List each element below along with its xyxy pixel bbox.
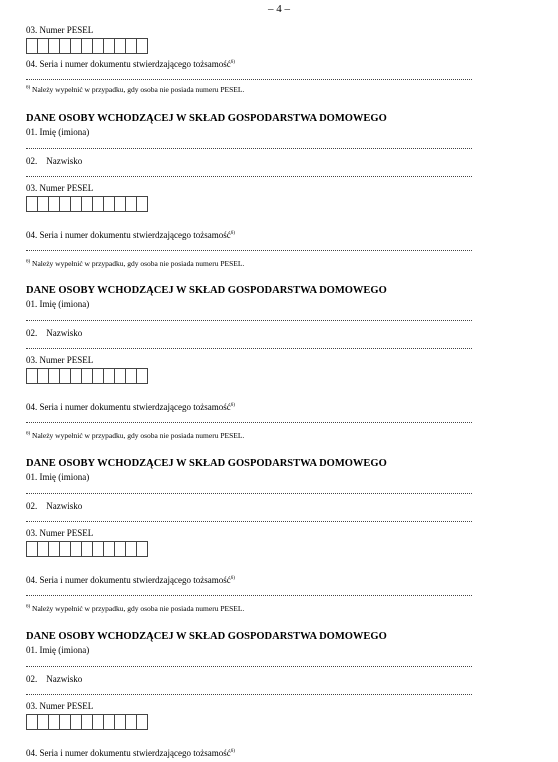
section-title: DANE OSOBY WCHODZĄCEJ W SKŁAD GOSPODARSTWA DOMOWEGO (26, 113, 387, 124)
footnote-ref: 6) (230, 403, 235, 408)
last-name-text: Nazwisko (46, 156, 83, 166)
pesel-input[interactable] (26, 541, 147, 557)
pesel-digit-box[interactable] (136, 714, 148, 730)
footnote-marker: 6) (26, 431, 31, 437)
document-label-text: 04. Seria i numer dokumentu stwierdzającego tożsamość (26, 402, 231, 412)
pesel-label: 03. Numer PESEL (26, 183, 94, 193)
document-label-text: 04. Seria i numer dokumentu stwierdzającego tożsamość (26, 748, 231, 758)
document-label (26, 59, 235, 69)
last-name-field[interactable] (26, 348, 472, 349)
first-name-label: 01. Imię (imiona) (26, 645, 90, 655)
pesel-digit-box[interactable] (136, 368, 148, 384)
pesel-label: 03. Numer PESEL (26, 528, 94, 538)
document-label-text: 04. Seria i numer dokumentu stwierdzającego tożsamość (26, 59, 231, 69)
document-label-text: 04. Seria i numer dokumentu stwierdzającego tożsamość (26, 230, 231, 240)
footnote (26, 431, 244, 440)
pesel-input[interactable] (26, 714, 147, 730)
first-name-field[interactable] (26, 493, 472, 494)
last-name-field[interactable] (26, 176, 472, 177)
document-label (26, 748, 235, 758)
document-field[interactable] (26, 79, 472, 80)
first-name-field[interactable] (26, 320, 472, 321)
last-name-field[interactable] (26, 694, 472, 695)
pesel-digit-box[interactable] (136, 541, 148, 557)
pesel-digit-box[interactable] (136, 38, 148, 54)
section-title: DANE OSOBY WCHODZĄCEJ W SKŁAD GOSPODARSTWA DOMOWEGO (26, 458, 387, 469)
footnote-text: Należy wypełnić w przypadku, gdy osoba nie posiada numeru PESEL. (32, 431, 245, 440)
first-name-label: 01. Imię (imiona) (26, 472, 90, 482)
last-name-label (26, 156, 82, 166)
first-name-label: 01. Imię (imiona) (26, 299, 90, 309)
first-name-label: 01. Imię (imiona) (26, 127, 90, 137)
pesel-input[interactable] (26, 196, 147, 212)
last-name-text: Nazwisko (46, 674, 83, 684)
pesel-label: 03. Numer PESEL (26, 355, 94, 365)
footnote-ref: 6) (230, 60, 235, 65)
footnote-ref: 6) (230, 749, 235, 754)
document-field[interactable] (26, 595, 472, 596)
footnote-marker: 6) (26, 604, 31, 610)
last-name-text: Nazwisko (46, 328, 83, 338)
footnote (26, 259, 244, 268)
pesel-label: 03. Numer PESEL (26, 25, 94, 35)
footnote-ref: 6) (230, 576, 235, 581)
pesel-digit-box[interactable] (136, 196, 148, 212)
footnote (26, 604, 244, 613)
footnote-text: Należy wypełnić w przypadku, gdy osoba nie posiada numeru PESEL. (32, 85, 245, 94)
footnote-marker: 6) (26, 85, 31, 91)
document-field[interactable] (26, 250, 472, 251)
document-label (26, 402, 235, 412)
pesel-input[interactable] (26, 368, 147, 384)
document-label (26, 575, 235, 585)
document-label (26, 230, 235, 240)
last-name-text: Nazwisko (46, 501, 83, 511)
last-name-label (26, 501, 82, 511)
last-name-num: 02. (26, 674, 38, 684)
section-title: DANE OSOBY WCHODZĄCEJ W SKŁAD GOSPODARSTWA DOMOWEGO (26, 631, 387, 642)
last-name-field[interactable] (26, 521, 472, 522)
last-name-num: 02. (26, 501, 38, 511)
page-number: – 4 – (268, 3, 290, 15)
footnote-text: Należy wypełnić w przypadku, gdy osoba nie posiada numeru PESEL. (32, 259, 245, 268)
first-name-field[interactable] (26, 666, 472, 667)
footnote-ref: 6) (230, 231, 235, 236)
document-label-text: 04. Seria i numer dokumentu stwierdzającego tożsamość (26, 575, 231, 585)
pesel-input[interactable] (26, 38, 147, 54)
footnote (26, 85, 244, 94)
last-name-num: 02. (26, 328, 38, 338)
last-name-label (26, 328, 82, 338)
pesel-label: 03. Numer PESEL (26, 701, 94, 711)
last-name-label (26, 674, 82, 684)
footnote-text: Należy wypełnić w przypadku, gdy osoba nie posiada numeru PESEL. (32, 604, 245, 613)
section-title: DANE OSOBY WCHODZĄCEJ W SKŁAD GOSPODARSTWA DOMOWEGO (26, 285, 387, 296)
document-field[interactable] (26, 422, 472, 423)
last-name-num: 02. (26, 156, 38, 166)
first-name-field[interactable] (26, 148, 472, 149)
footnote-marker: 6) (26, 259, 31, 265)
